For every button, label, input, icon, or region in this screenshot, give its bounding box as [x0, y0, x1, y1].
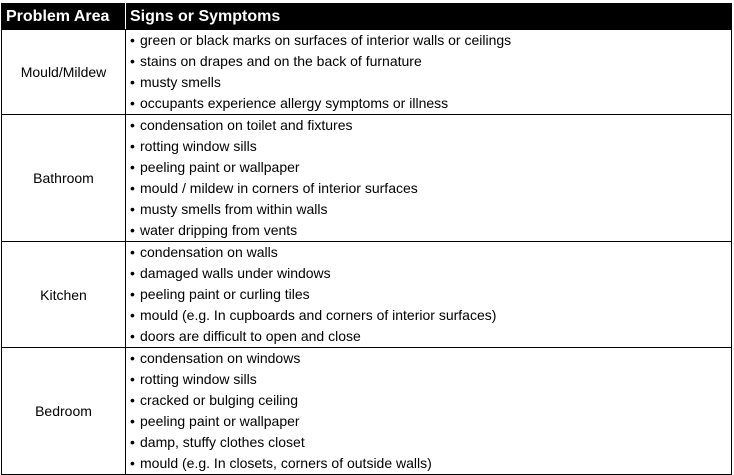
table-row: [2, 242, 732, 348]
bullet-icon: •: [130, 117, 135, 133]
table-body: [2, 30, 732, 475]
list-item: [126, 305, 731, 326]
bullet-icon: •: [130, 201, 135, 217]
symptom-text: mould (e.g. In closets, corners of outside walls): [140, 455, 432, 471]
problem-area-cell: Bedroom: [2, 348, 126, 475]
bullet-icon: •: [130, 32, 135, 48]
bullet-icon: •: [130, 286, 135, 302]
symptom-text: stains on drapes and on the back of furnature: [140, 53, 422, 69]
bullet-icon: •: [130, 350, 135, 366]
bullet-icon: •: [130, 222, 135, 238]
list-item: [126, 326, 731, 347]
symptom-text: damaged walls under windows: [140, 265, 331, 281]
symptom-text: condensation on windows: [140, 350, 301, 366]
symptoms-cell: [126, 348, 732, 475]
bullet-icon: •: [130, 138, 135, 154]
bullet-icon: •: [130, 95, 135, 111]
symptom-text: mould / mildew in corners of interior surfaces: [140, 180, 418, 196]
list-item: [126, 157, 731, 178]
list-item: [126, 115, 731, 136]
problem-area-cell: Bathroom: [2, 115, 126, 242]
list-item: [126, 136, 731, 157]
symptoms-cell: [126, 30, 732, 115]
bullet-icon: •: [130, 244, 135, 260]
header-problem-area: Problem Area: [2, 4, 126, 30]
bullet-icon: •: [130, 53, 135, 69]
symptom-text: damp, stuffy clothes closet: [140, 434, 305, 450]
bullet-icon: •: [130, 159, 135, 175]
symptoms-cell: [126, 115, 732, 242]
symptom-text: peeling paint or wallpaper: [140, 159, 300, 175]
list-item: [126, 30, 731, 51]
table-row: [2, 348, 732, 475]
table-row: [2, 115, 732, 242]
bullet-icon: •: [130, 371, 135, 387]
symptom-text: rotting window sills: [140, 138, 257, 154]
bullet-icon: •: [130, 74, 135, 90]
list-item: [126, 199, 731, 220]
symptom-text: condensation on walls: [140, 244, 278, 260]
bullet-icon: •: [130, 307, 135, 323]
list-item: [126, 432, 731, 453]
bullet-icon: •: [130, 180, 135, 196]
table-row: [2, 30, 732, 115]
list-item: [126, 51, 731, 72]
symptom-text: musty smells: [140, 74, 221, 90]
bullet-icon: •: [130, 434, 135, 450]
bullet-icon: •: [130, 455, 135, 471]
list-item: [126, 411, 731, 432]
symptom-list: [126, 115, 731, 241]
list-item: [126, 348, 731, 369]
list-item: [126, 390, 731, 411]
symptom-text: doors are difficult to open and close: [140, 328, 361, 344]
symptoms-cell: [126, 242, 732, 348]
symptom-text: water dripping from vents: [140, 222, 298, 238]
symptom-text: rotting window sills: [140, 371, 257, 387]
symptom-text: cracked or bulging ceiling: [140, 392, 298, 408]
symptom-list: [126, 30, 731, 114]
header-row: [2, 4, 732, 30]
header-signs-symptoms: Signs or Symptoms: [126, 4, 732, 30]
list-item: [126, 242, 731, 263]
symptom-text: condensation on toilet and fixtures: [140, 117, 353, 133]
symptom-list: [126, 348, 731, 474]
symptoms-table: [1, 3, 732, 475]
list-item: [126, 453, 731, 474]
list-item: [126, 284, 731, 305]
list-item: [126, 220, 731, 241]
symptom-text: musty smells from within walls: [140, 201, 328, 217]
symptom-list: [126, 242, 731, 347]
problem-area-cell: Mould/Mildew: [2, 30, 126, 115]
symptom-text: occupants experience allergy symptoms or illness: [140, 95, 449, 111]
problem-area-cell: Kitchen: [2, 242, 126, 348]
list-item: [126, 72, 731, 93]
bullet-icon: •: [130, 328, 135, 344]
bullet-icon: •: [130, 265, 135, 281]
table-header: [2, 4, 732, 30]
symptom-text: green or black marks on surfaces of interior walls or ceilings: [140, 32, 512, 48]
symptom-text: peeling paint or curling tiles: [140, 286, 310, 302]
symptom-text: peeling paint or wallpaper: [140, 413, 300, 429]
list-item: [126, 178, 731, 199]
list-item: [126, 369, 731, 390]
bullet-icon: •: [130, 413, 135, 429]
list-item: [126, 263, 731, 284]
symptom-text: mould (e.g. In cupboards and corners of interior surfaces): [140, 307, 497, 323]
list-item: [126, 93, 731, 114]
bullet-icon: •: [130, 392, 135, 408]
